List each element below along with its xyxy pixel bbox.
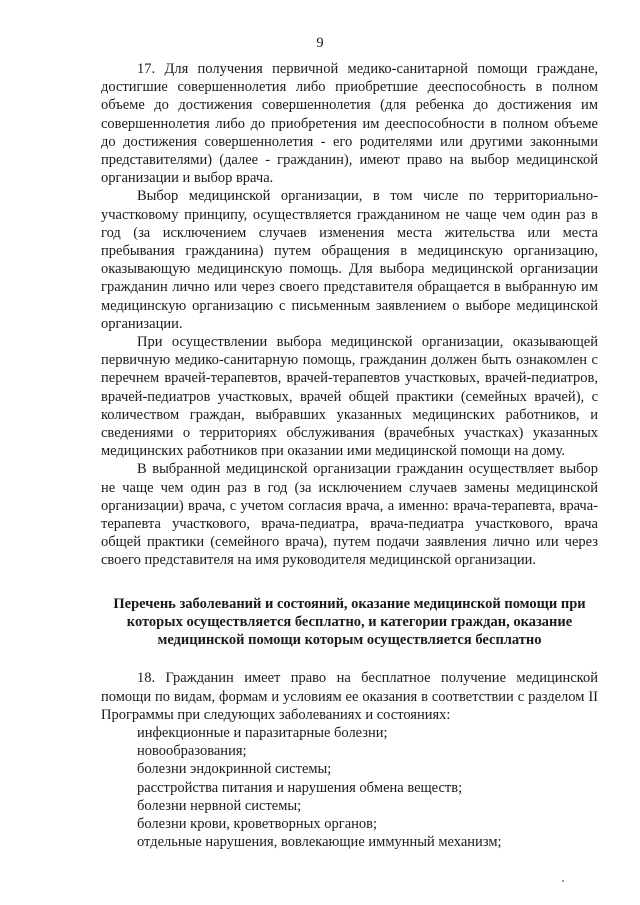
paragraph-choice-of-doctor: В выбранной медицинской организации гражданин осуществляет выбор не чаще чем один раз в год (за исключением случаев замены медицинской организации) врача, с учетом согласия врача, а именно: врача-терапевта, врача-терапевта участкового, врача-педиатра, врача-педиатра участкового, врача общей практики (семейного врача), путем подачи заявления лично или через своего представителя на имя руководителя медицинской организации. — [101, 461, 598, 569]
paragraph-familiarization: При осуществлении выбора медицинской организации, оказывающей первичную медико-санитарную помощь, гражданин должен быть ознакомлен с перечнем врачей-терапевтов, врачей-терапевтов участковых, врачей-педиатров, врачей-педиатров участковых, врачей общей практики (семейных врачей), с количеством граждан, выбравших указанных медицинских работников, и сведениями о территориях обслуживания (врачебных участках) указанных медицинских работников при оказании ими медицинской помощи на дому. — [101, 334, 598, 460]
page-number: 9 — [316, 35, 324, 51]
diseases-list — [101, 724, 598, 851]
list-item: расстройства питания и нарушения обмена веществ; — [137, 779, 463, 796]
list-item: инфекционные и паразитарные болезни; — [137, 724, 388, 741]
section-heading: Перечень заболеваний и состояний, оказание медицинской помощи при которых осуществляется бесплатно, и категории граждан, оказание медицинской помощи которым осуществляется бесплатно — [113, 595, 586, 649]
list-item: болезни крови, кроветворных органов; — [137, 815, 378, 832]
list-item: отдельные нарушения, вовлекающие иммунный механизм; — [137, 834, 502, 851]
list-item: болезни нервной системы; — [137, 797, 302, 814]
document-body — [101, 60, 598, 851]
list-item: болезни эндокринной системы; — [137, 761, 332, 778]
paragraph-choice-of-organization: Выбор медицинской организации, в том числе по территориально-участковому принципу, осуществляется гражданином не чаще чем один раз в год (за исключением случаев изменения места жительства или места пребывания гражданина) путем обращения в медицинскую организацию, оказывающую медицинскую помощь. Для выбора медицинской организации гражданин лично или через своего представителя обращается в выбранную им медицинскую организацию с письменным заявлением о выборе медицинской организации. — [101, 188, 598, 332]
scan-speck — [562, 880, 564, 882]
list-item: новообразования; — [137, 743, 247, 760]
paragraph-17: 17. Для получения первичной медико-санитарной помощи граждане, достигшие совершеннолетия либо приобретшие дееспособность в полном объеме до достижения совершеннолетия (для ребенка до достижения им совершеннолетия либо до приобретения им дееспособности в полном объеме до достижения совершеннолетия - его родителями или другими законными представителями) (далее - гражданин), имеют право на выбор медицинской организации и выбор врача. — [101, 61, 598, 187]
paragraph-18: 18. Гражданин имеет право на бесплатное получение медицинской помощи по видам, формам и условиям ее оказания в соответствии с разделом II Программы при следующих заболеваниях и состояниях: — [101, 670, 598, 723]
